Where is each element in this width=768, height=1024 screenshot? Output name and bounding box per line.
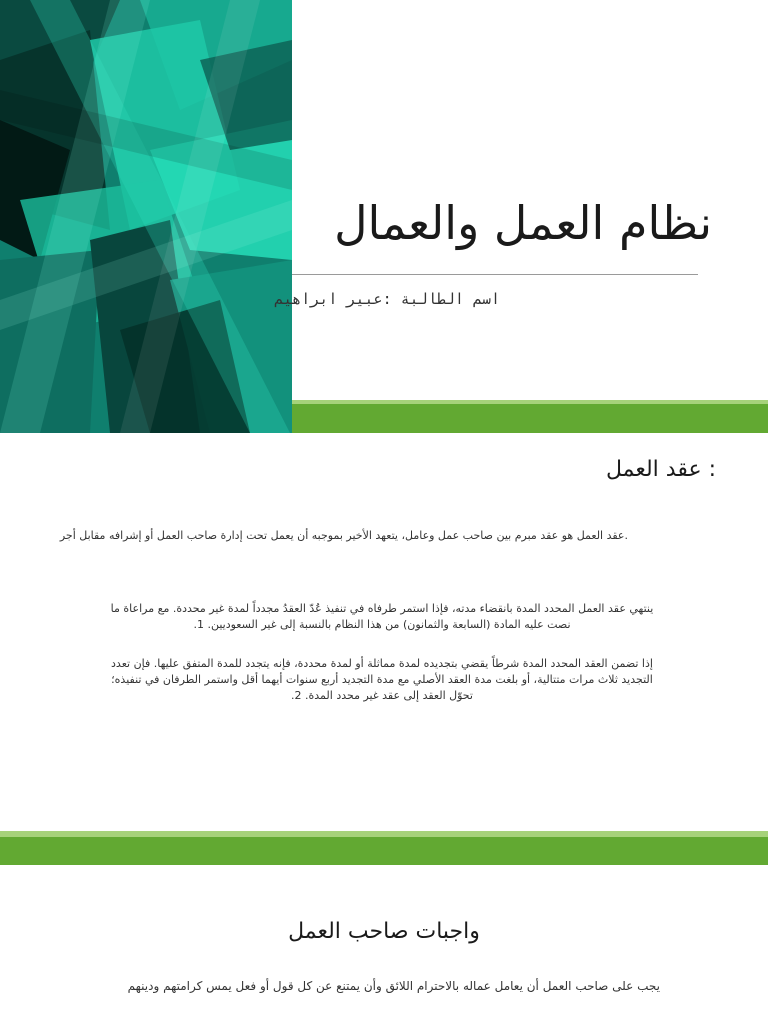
section-divider-band [0,831,768,865]
contract-definition: .عقد العمل هو عقد مبرم بين صاحب عمل وعامل، يتعهد الأخير بموجبه أن يعمل تحت إدارة صاحب العمل أو إشرافه مقابل أجر [59,529,628,542]
list-item [104,601,660,633]
clause-number: 1. [193,618,204,631]
student-name: اسم الطالبة :عبير ابراهيم [274,290,500,308]
contract-clauses [104,601,660,727]
band-highlight [292,400,768,404]
contract-slide [0,433,768,831]
cover-accent-band [292,400,768,433]
clause-text: ينتهي عقد العمل المحدد المدة بانقضاء مدته، فإذا استمر طرفاه في تنفيذ عُدّ العقدُ مجدداً لمدة غير محددة. مع مراعاة ما نصت عليه المادة (السابعة والثمانون) من هذا النظام بالنسبة إلى غير السعوديين. [110,602,654,631]
cover-geometric-art [0,0,292,433]
page-title: نظام العمل والعمال [334,196,712,250]
clause-text: إذا تضمن العقد المحدد المدة شرطاً يقضي بتجديده لمدة مماثلة أو لمدة محددة، فإنه يتجدد للمدة المتفق عليها. فإن تعدد التجديد ثلاث مرات متتالية، أو بلغت مدة العقد الأصلي مع مدة التجديد أربع سنوات أيهما أقل واستمر الطرفان في تنفيذه؛ تحوّل العقد إلى عقد غير محدد المدة. [111,657,653,702]
band-highlight [0,831,768,837]
title-divider [292,274,698,275]
contract-heading: : عقد العمل [605,457,716,482]
duties-slide [0,865,768,1024]
cover-slide [0,0,768,433]
clause-number: 2. [291,689,302,702]
duties-text: يجب على صاحب العمل أن يعامل عماله بالاحترام اللائق وأن يمتنع عن كل قول أو فعل يمس كرامتهم ودينهم [127,979,660,993]
duties-heading: واجبات صاحب العمل [288,919,480,944]
list-item [104,656,660,704]
